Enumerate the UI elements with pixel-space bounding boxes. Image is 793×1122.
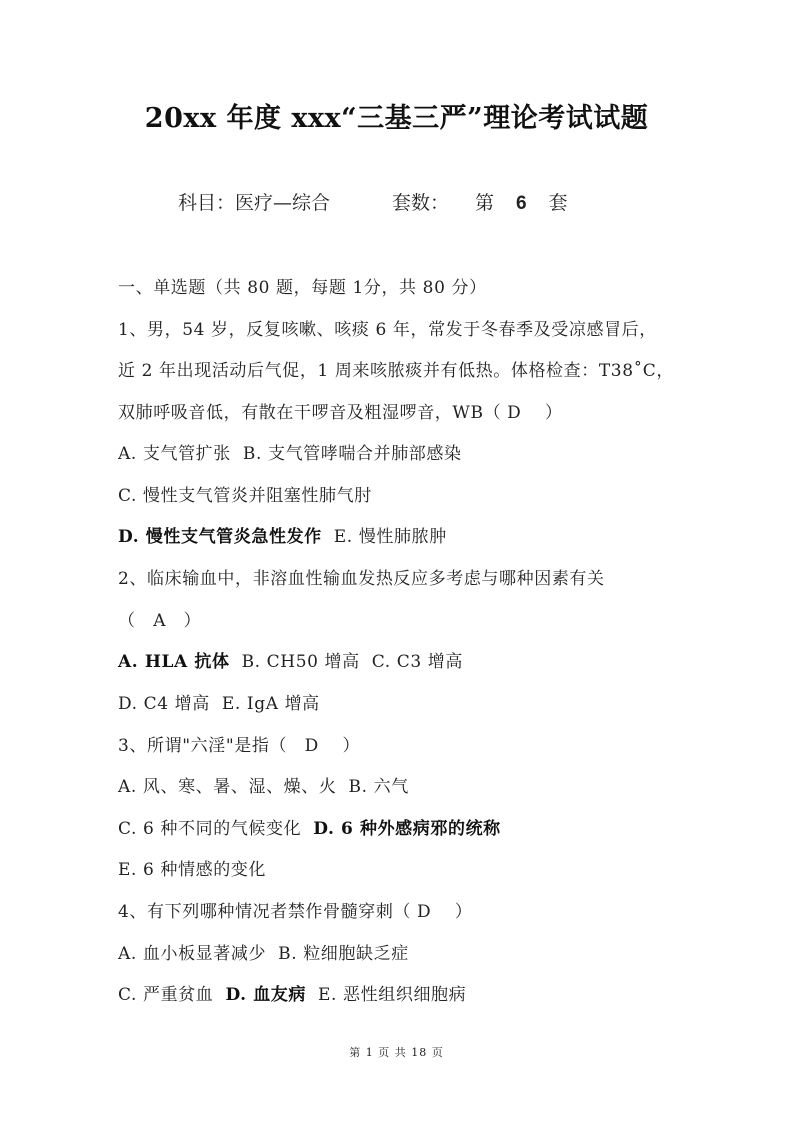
question-1-options-de xyxy=(118,522,447,547)
question-1-options-c xyxy=(118,481,372,506)
option-b: B. 支气管哮喘合并肺部感染 xyxy=(242,444,462,464)
option-a: A. 风、寒、暑、湿、燥、火 xyxy=(118,777,337,797)
option-b: B. CH50 增高 xyxy=(241,652,360,672)
option-d-correct: D. 血友病 xyxy=(225,985,307,1005)
set-suffix: 套 xyxy=(548,192,568,214)
question-4-options-cde xyxy=(118,980,466,1005)
option-d-correct: D. 6 种外感病邪的统称 xyxy=(313,819,501,839)
option-a: A. 血小板显著减少 xyxy=(118,944,267,964)
option-e: E. 慢性肺脓肿 xyxy=(333,527,447,547)
question-4-line-1: 4、有下列哪种情况者禁作骨髓穿刺（ D ） xyxy=(118,902,473,922)
option-c: C. 6 种不同的气候变化 xyxy=(118,819,302,839)
question-3-options-e xyxy=(118,855,266,880)
option-b: B. 粒细胞缺乏症 xyxy=(278,944,409,964)
option-c: C. 慢性支气管炎并阻塞性肺气肘 xyxy=(118,486,372,506)
question-1-line-3: 双肺呼吸音低，有散在干啰音及粗湿啰音，WB（ D ） xyxy=(118,403,563,423)
set-label: 套数： xyxy=(392,192,450,214)
option-e: E. 恶性组织细胞病 xyxy=(318,985,467,1005)
option-b: B. 六气 xyxy=(348,777,409,797)
question-4-options-ab xyxy=(118,939,409,964)
question-2-line-1: 2、临床输血中，非溶血性输血发热反应多考虑与哪种因素有关 xyxy=(118,569,605,589)
option-e: E. 6 种情感的变化 xyxy=(118,860,267,880)
set-number: 6 xyxy=(516,193,527,214)
subject-label: 科目：医疗—综合 xyxy=(178,192,331,214)
option-e: E. IgA 增高 xyxy=(221,694,320,714)
question-2-options-abc xyxy=(118,647,463,672)
option-d-correct: D. 慢性支气管炎急性发作 xyxy=(118,527,322,547)
subject-line xyxy=(178,188,568,215)
page-footer: 第 1 页 共 18 页 xyxy=(349,1046,444,1059)
option-a: A. 支气管扩张 xyxy=(118,444,231,464)
option-a-correct: A. HLA 抗体 xyxy=(118,652,230,672)
question-2-line-2: （ A ） xyxy=(118,611,202,631)
option-c: C. C3 增高 xyxy=(371,652,464,672)
set-prefix: 第 xyxy=(475,192,495,214)
option-d: D. C4 增高 xyxy=(118,694,210,714)
question-1-options-ab xyxy=(118,439,462,464)
question-2-options-de xyxy=(118,689,320,714)
question-3-options-cd xyxy=(118,814,501,839)
question-1-line-2: 近 2 年出现活动后气促，1 周来咳脓痰并有低热。体格检查：T38˚C， xyxy=(118,361,674,381)
question-1-line-1: 1、男，54 岁，反复咳嗽、咳痰 6 年，常发于冬春季及受凉感冒后， xyxy=(118,320,657,340)
section-heading: 一、单选题（共 80 题，每题 1分，共 80 分） xyxy=(118,278,487,298)
option-c: C. 严重贫血 xyxy=(118,985,214,1005)
question-3-options-ab xyxy=(118,772,409,797)
document-title: 20xx 年度 xxx“三基三严”理论考试试题 xyxy=(144,103,649,134)
question-3-line-1: 3、所谓"六淫"是指（ D ） xyxy=(118,736,361,756)
